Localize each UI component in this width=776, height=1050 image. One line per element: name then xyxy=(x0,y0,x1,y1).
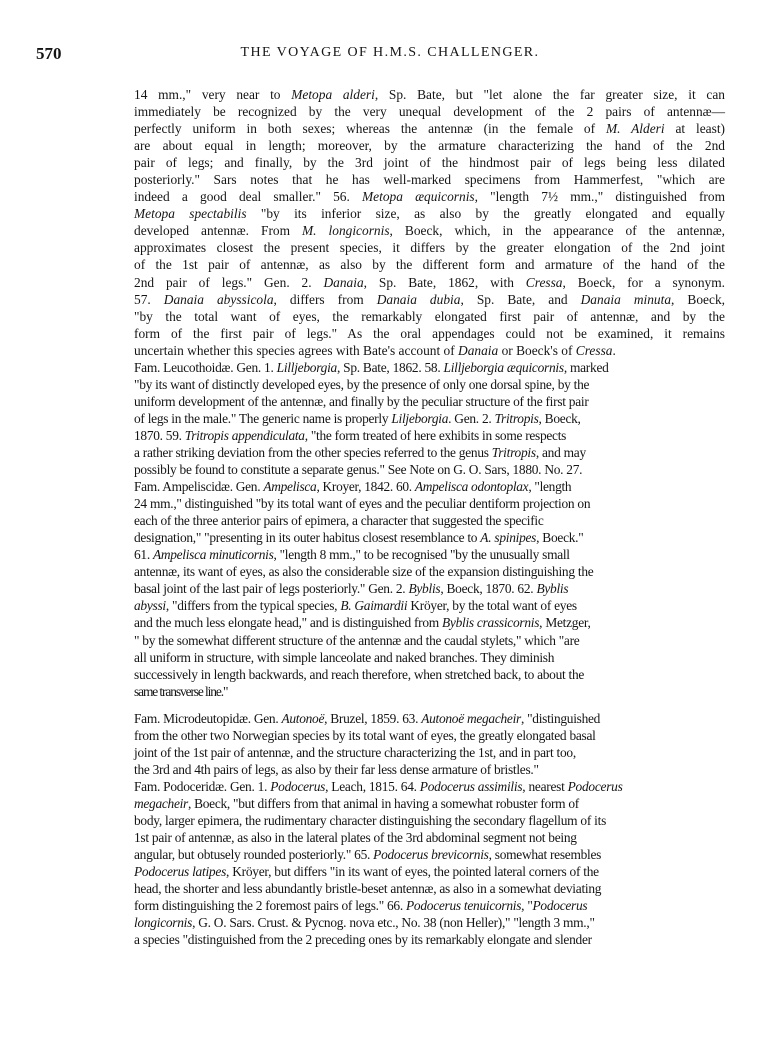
text-line: body, larger epimera, the rudimentary character distinguishing the secondary flagellum of its xyxy=(134,812,607,828)
text-line: posteriorly." Sars notes that he has well-marked specimens from Hammerfest, "which are xyxy=(134,172,725,188)
paragraph-podoceridae xyxy=(134,778,725,948)
text-line: all uniform in structure, with simple lanceolate and naked branches. They diminish xyxy=(134,649,555,665)
page-header xyxy=(36,44,744,68)
text-line: each of the three anterior pairs of epimera, a character that suggested the specific xyxy=(134,513,544,529)
text-line: longicornis, G. O. Sars. Crust. & Pycnog. nova etc., No. 38 (non Heller)," "length 3 mm.," xyxy=(134,915,595,931)
text-line: 1st pair of antennæ, as also in the lateral plates of the 3rd abdominal segment not being xyxy=(134,830,577,846)
body-text xyxy=(134,86,725,948)
text-line: 61. Ampelisca minuticornis, "length 8 mm.," to be recognised "by the unusually small xyxy=(134,547,570,563)
paragraph-ampeliscidae xyxy=(134,478,725,700)
text-line: perfectly uniform in both sexes; whereas the antennæ (in the female of M. Alderi at least) xyxy=(134,121,726,137)
text-line: the 3rd and 4th pairs of legs, as also by their far less dense armature of bristles." xyxy=(134,761,539,777)
text-line: abyssi, "differs from the typical species, B. Gaimardii Kröyer, by the total want of eyes xyxy=(134,598,577,614)
text-line: form distinguishing the 2 foremost pairs of legs." 66. Podocerus tenuicornis, "Podocerus xyxy=(134,898,588,914)
text-line: 57. Danaia abyssicola, differs from Danaia dubia, Sp. Bate, and Danaia minuta, Boeck, xyxy=(134,291,725,307)
text-line: Fam. Ampeliscidæ. Gen. Ampelisca, Kroyer, 1842. 60. Ampelisca odontoplax, "length xyxy=(134,479,572,495)
text-line: and the much less elongate head," and is distinguished from Byblis crassicornis, Metzger, xyxy=(134,615,591,631)
text-line: possibly be found to constitute a separate genus." See Note on G. O. Sars, 1880. No. 27. xyxy=(134,462,583,478)
text-line: of legs in the male." The generic name is properly Liljeborgia. Gen. 2. Tritropis, Boeck, xyxy=(134,410,581,426)
text-line: same transverse line." xyxy=(134,683,228,699)
text-line: angular, but obtusely rounded posteriorly." 65. Podocerus brevicornis, somewhat resembles xyxy=(134,847,602,863)
text-line: pair of legs; and finally, by the 3rd joint of the hindmost pair of legs being less dilated xyxy=(134,155,725,171)
text-line: Fam. Podoceridæ. Gen. 1. Podocerus, Leach, 1815. 64. Podocerus assimilis, nearest Podocerus xyxy=(134,778,623,794)
text-line: uncertain whether this species agrees with Bate's account of Danaia or Boeck's of Cressa. xyxy=(134,342,616,358)
text-line: a rather striking deviation from the other species referred to the genus Tritropis, and may xyxy=(134,444,586,460)
text-line: form of the first pair of legs." As the oral appendages could not be examined, it remains xyxy=(134,325,725,341)
text-line: megacheir, Boeck, "but differs from that animal in having a somewhat robuster form of xyxy=(134,795,579,811)
text-line: immediately be recognized by the very unequal development of the 2 pairs of antennæ— xyxy=(134,104,725,120)
text-line: Metopa spectabilis "by its inferior size, as also by the greatly elongated and equally xyxy=(134,206,725,222)
text-line: successively in length backwards, and reach therefore, when stretched back, to about the xyxy=(134,666,585,682)
text-line: developed antennæ. From M. longicornis, Boeck, which, in the appearance of the antennæ, xyxy=(134,223,725,239)
text-line: uniform development of the antennæ, and finally by the peculiar structure of the first pair xyxy=(134,393,589,409)
text-line: basal joint of the last pair of legs posteriorly." Gen. 2. Byblis, Boeck, 1870. 62. Byblis xyxy=(134,581,569,597)
running-title: THE VOYAGE OF H.M.S. CHALLENGER. xyxy=(240,45,540,60)
text-line: approximates closest the present species, it differs by the greater elongation of the 2nd joint xyxy=(134,240,725,256)
text-line: head, the shorter and less abundantly bristle-beset antennæ, as also in a somewhat deviating xyxy=(134,881,602,897)
paragraph-microdeutopidae xyxy=(134,710,725,778)
text-line: "by the total want of eyes, the remarkably elongated first pair of antennæ, and by the xyxy=(134,308,725,324)
text-line: Podocerus latipes, Kröyer, but differs "in its want of eyes, the pointed lateral corners of the xyxy=(134,864,599,880)
text-line: 2nd pair of legs." Gen. 2. Danaia, Sp. Bate, 1862, with Cressa, Boeck, for a synonym. xyxy=(134,274,725,290)
text-line: 24 mm.," distinguished "by its total want of eyes and the peculiar dentiform projection on xyxy=(134,496,591,512)
text-line: of the 1st pair of antennæ, as also by the different form and armature of the hand of the xyxy=(134,257,725,273)
text-line: " by the somewhat different structure of the antennæ and the caudal stylets," which "are xyxy=(134,632,580,648)
text-line: 14 mm.," very near to Metopa alderi, Sp. Bate, but "let alone the far greater size, it can xyxy=(134,87,725,102)
text-line: joint of the 1st pair of antennæ, and the structure characterizing the 1st, and in part too, xyxy=(134,744,576,760)
text-line: Fam. Microdeutopidæ. Gen. Autonoë, Bruzel, 1859. 63. Autonoë megacheir, "distinguished xyxy=(134,710,601,726)
text-line: from the other two Norwegian species by its total want of eyes, the greatly elongated basal xyxy=(134,727,596,743)
text-line: "by its want of distinctly developed eyes, by the presence of only one dorsal spine, by the xyxy=(134,376,590,392)
text-line: antennæ, its want of eyes, as also the considerable size of the expansion distinguishing the xyxy=(134,564,594,580)
text-line: 1870. 59. Tritropis appendiculata, "the form treated of here exhibits in some respects xyxy=(134,427,567,443)
text-line: are about equal in length; moreover, by the armature characterizing the hand of the 2nd xyxy=(134,138,725,154)
paragraph-continuation xyxy=(134,86,725,359)
text-line: indeed a good deal smaller." 56. Metopa æquicornis, "length 7½ mm.," distinguished from xyxy=(134,189,725,205)
page-number: 570 xyxy=(36,44,62,63)
paragraph-leucothoidae xyxy=(134,359,725,478)
text-line: designation," "presenting in its outer habitus closest resemblance to A. spinipes, Boeck." xyxy=(134,530,584,546)
text-line: a species "distinguished from the 2 preceding ones by its remarkably elongate and slender xyxy=(134,932,592,948)
text-line: Fam. Leucothoidæ. Gen. 1. Lilljeborgia, Sp. Bate, 1862. 58. Lilljeborgia æquicornis, marked xyxy=(134,359,609,375)
